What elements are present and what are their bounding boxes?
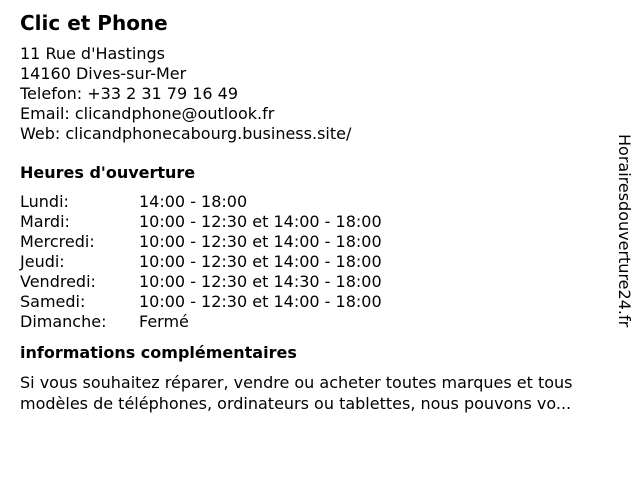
hours-day: Vendredi: [20, 272, 96, 291]
phone-line: Telefon: +33 2 31 79 16 49 [20, 84, 239, 103]
info-line-1: Si vous souhaitez réparer, vendre ou acheter toutes marques et tous [20, 373, 573, 392]
email-line: Email: clicandphone@outlook.fr [20, 104, 275, 123]
hours-time: Fermé [139, 312, 189, 331]
address-line-2: 14160 Dives-sur-Mer [20, 64, 187, 83]
hours-row [20, 192, 610, 212]
hours-time: 14:00 - 18:00 [139, 192, 248, 211]
hours-title: Heures d'ouverture [20, 163, 196, 182]
address-line-1: 11 Rue d'Hastings [20, 44, 165, 63]
contact-block [20, 44, 610, 144]
hours-day: Dimanche: [20, 312, 107, 331]
hours-row [20, 272, 610, 292]
hours-row [20, 252, 610, 272]
hours-day: Samedi: [20, 292, 86, 311]
business-name: Clic et Phone [20, 11, 168, 35]
hours-time: 10:00 - 12:30 et 14:00 - 18:00 [139, 232, 382, 251]
hours-row [20, 232, 610, 252]
hours-time: 10:00 - 12:30 et 14:00 - 18:00 [139, 292, 382, 311]
site-watermark: Horairesdouverture24.fr [615, 134, 634, 328]
hours-day: Jeudi: [20, 252, 65, 271]
info-line-2: modèles de téléphones, ordinateurs ou tablettes, nous pouvons vo... [20, 394, 572, 413]
hours-day: Lundi: [20, 192, 69, 211]
web-line: Web: clicandphonecabourg.business.site/ [20, 124, 352, 143]
hours-time: 10:00 - 12:30 et 14:00 - 18:00 [139, 212, 382, 231]
info-text [20, 372, 620, 414]
hours-row [20, 312, 610, 332]
hours-time: 10:00 - 12:30 et 14:30 - 18:00 [139, 272, 382, 291]
hours-time: 10:00 - 12:30 et 14:00 - 18:00 [139, 252, 382, 271]
hours-row [20, 212, 610, 232]
hours-day: Mercredi: [20, 232, 95, 251]
hours-day: Mardi: [20, 212, 70, 231]
business-card [20, 10, 610, 414]
hours-row [20, 292, 610, 312]
info-title: informations complémentaires [20, 343, 297, 362]
hours-table [20, 192, 610, 332]
